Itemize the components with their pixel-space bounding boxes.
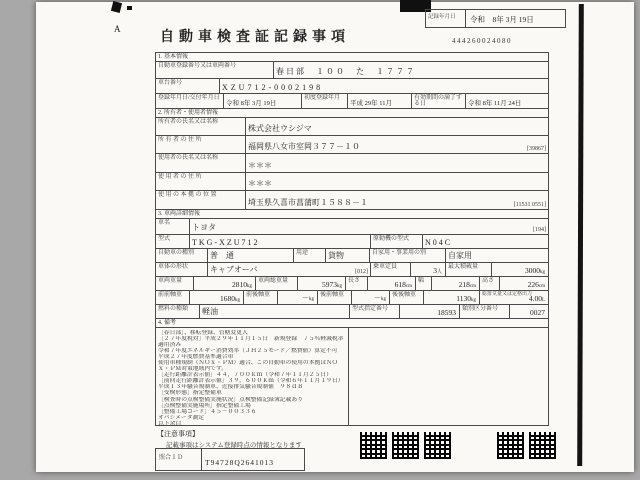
rear-front-axle-label: 後前軸重 bbox=[320, 292, 345, 298]
engine-model-label: 原動機の型式 bbox=[373, 236, 410, 242]
chassis-number-value: XZU712-0002198 bbox=[222, 83, 324, 92]
record-date-box bbox=[425, 9, 566, 28]
reference-id-label: 照合ＩＤ bbox=[156, 449, 202, 470]
first-registration-value: 平成 29年 11月 bbox=[350, 100, 393, 107]
qr-code bbox=[497, 432, 524, 459]
remarks-line: 平成２７年度燃費基準適合車 bbox=[158, 354, 234, 361]
car-name-code: [194] bbox=[533, 227, 546, 233]
base-location-row bbox=[156, 191, 548, 210]
vehicle-weight-label: 車両重量 bbox=[158, 278, 183, 284]
reference-id-box bbox=[155, 448, 305, 471]
base-location-code: [11531 0551] bbox=[513, 202, 546, 208]
vehicle-weight-value: 2810kg bbox=[232, 280, 252, 289]
height-label: 高さ bbox=[482, 278, 495, 284]
weights-dimensions-row bbox=[156, 277, 548, 291]
engine-model-value: N04C bbox=[425, 238, 453, 247]
record-date-label: 記録年月日 bbox=[426, 10, 466, 27]
base-location-value: 埼玉県久喜市菖蒲町１５８８－１ bbox=[248, 198, 368, 207]
user-name-row bbox=[156, 154, 548, 173]
front-rear-axle-label: 前後軸重 bbox=[246, 292, 271, 298]
model-value: TKG-XZU712 bbox=[192, 238, 260, 247]
registration-number-value: 春日部 １００ た １７７７ bbox=[276, 67, 416, 76]
owner-address-code: [39867] bbox=[527, 146, 546, 152]
qr-code bbox=[529, 432, 556, 459]
car-name-label: 車名 bbox=[158, 220, 171, 226]
owner-name-value: 株式会社ウシジマ bbox=[248, 124, 312, 133]
remarks-line: ［検査時の点検整備実施状況］点検整備記録簿記載あり bbox=[158, 396, 303, 403]
chassis-number-row bbox=[156, 79, 548, 94]
document-number: 444260024080 bbox=[452, 37, 512, 45]
scan-artifact-blob bbox=[127, 6, 132, 10]
document-title: 自動車検査証記録事項 bbox=[160, 30, 350, 45]
notice-body: 記載事項はシステム登録時点の情報となります bbox=[166, 442, 302, 449]
private-business-value: 自家用 bbox=[448, 251, 472, 260]
body-shape-label: 車体の形状 bbox=[158, 264, 189, 270]
registration-number-label: 自動車登録番号又は車両番号 bbox=[158, 63, 237, 69]
rear-rear-axle-value: 1130kg bbox=[456, 294, 476, 303]
remarks-box bbox=[156, 328, 548, 425]
remarks-line: ［点検整備実施場所］指定整備工場 bbox=[158, 402, 251, 409]
width-value: 218cm bbox=[458, 280, 476, 289]
fuel-type-label: 燃料の種類 bbox=[158, 306, 189, 312]
remarks-line: オパシメータ測定 bbox=[158, 414, 205, 421]
qr-code bbox=[360, 432, 387, 459]
axle-weights-row bbox=[156, 291, 548, 305]
body-shape-row bbox=[156, 263, 548, 277]
body-shape-code: [012] bbox=[355, 269, 368, 275]
dates-row bbox=[156, 94, 548, 109]
notice-title: 【注意事項】 bbox=[157, 430, 199, 438]
expiry-date-label: 有効期間の満了する日 bbox=[414, 95, 463, 108]
displacement-value: 4.00L bbox=[528, 294, 545, 303]
remarks-line: 適用済み bbox=[158, 342, 182, 349]
remarks-divider bbox=[348, 328, 349, 425]
model-label: 型式 bbox=[158, 236, 171, 242]
seating-capacity-value: 3人 bbox=[433, 266, 442, 275]
base-location-label: 使 用 の 本 拠 の 位 置 bbox=[158, 192, 217, 198]
remarks-line: ［前回走行距離計表示値］３９，６００ｋｍ（令和６年１１月１９日） bbox=[158, 378, 344, 385]
user-address-row bbox=[156, 173, 548, 191]
owner-address-row bbox=[156, 136, 548, 154]
owner-address-label: 所 有 者 の 住 所 bbox=[158, 137, 202, 143]
displacement-label: 総排気量又は定格出力 bbox=[482, 292, 533, 297]
remarks-line: ［春日部］、移転登録、管轄変更入 bbox=[158, 330, 248, 336]
remarks-lines bbox=[158, 330, 346, 427]
reference-id-value: T94728Q2641013 bbox=[205, 458, 274, 467]
section3-heading: 3. 車両詳細情報 bbox=[156, 210, 548, 219]
gross-weight-label: 車両総重量 bbox=[258, 278, 289, 284]
page-mark: A bbox=[114, 24, 121, 34]
registration-date-value: 令和 8年 3月 19日 bbox=[226, 100, 277, 107]
length-value: 618cm bbox=[394, 280, 412, 289]
registration-date-label: 登録年月日/交付年月日 bbox=[158, 95, 220, 101]
front-front-axle-label: 前前軸重 bbox=[158, 292, 183, 298]
expiry-date-value: 令和 8年 11月 24日 bbox=[468, 100, 522, 107]
remarks-line: 使用車種規制（ＮＯｘ・ＰＭ）適合、この自動車の使用の本拠はＮＯ bbox=[158, 360, 338, 367]
kind-use-row bbox=[156, 249, 548, 263]
private-business-label: 自家用・事業用の別 bbox=[372, 250, 427, 256]
rear-rear-axle-label: 後後軸重 bbox=[392, 292, 417, 298]
remarks-line: ［受検形態］指定整備車 bbox=[158, 390, 222, 397]
user-name-value: ＊＊＊ bbox=[248, 161, 272, 170]
remarks-line: ［２７年度税対］平成２９年１１月１５日 新規登録 ７５％軽減税率 bbox=[158, 336, 344, 343]
qr-code bbox=[424, 432, 451, 459]
seating-capacity-label: 乗車定員 bbox=[373, 264, 398, 270]
section4-heading: 4. 備考 bbox=[156, 319, 548, 328]
scan-artifact-blob bbox=[111, 1, 122, 13]
car-name-row bbox=[156, 219, 548, 235]
section1-heading: 1. 基本情報 bbox=[156, 53, 548, 62]
fuel-type-row bbox=[156, 305, 548, 319]
use-label: 用途 bbox=[296, 250, 309, 256]
owner-address-value: 福岡県八女市室岡３７７－１０ bbox=[248, 142, 360, 151]
max-payload-value: 3000kg bbox=[525, 266, 545, 275]
gross-weight-value: 5973kg bbox=[322, 280, 342, 289]
remarks-line: ｘ・ＰＭ対策地域内です。 bbox=[158, 366, 228, 373]
car-name-value: トヨタ bbox=[192, 223, 216, 232]
front-front-axle-value: 1680kg bbox=[220, 294, 240, 303]
use-value: 貨物 bbox=[328, 251, 344, 260]
first-registration-label: 初度登録年月 bbox=[304, 95, 341, 101]
vehicle-kind-value: 普 通 bbox=[210, 251, 234, 260]
remarks-line: 令和７年度エネルギー消費効率（ＪＨ２５モード／燃費値）算定不可 bbox=[158, 348, 338, 355]
remarks-line: 以下余白 bbox=[158, 420, 182, 427]
vehicle-kind-label: 自動車の種別 bbox=[158, 250, 195, 256]
front-rear-axle-value: －kg bbox=[301, 293, 314, 302]
user-name-label: 使用者の氏名又は名称 bbox=[158, 155, 219, 161]
user-address-label: 使 用 者 の 住 所 bbox=[158, 174, 202, 180]
owner-name-label: 所有者の氏名又は名称 bbox=[158, 119, 219, 125]
type-designation-label: 型式指定番号 bbox=[352, 306, 389, 312]
owner-name-row bbox=[156, 118, 548, 136]
remarks-line: ［走行距離計表示値］４４，７００ｋｍ（令和７年１１月２５日） bbox=[158, 372, 332, 379]
record-date-value: 令和 8年 3月 19日 bbox=[470, 15, 534, 24]
remarks-line: 平成１３年騒音規制車、近接排気騒音規制値 ９８ｄＢ bbox=[158, 384, 303, 391]
length-label: 長さ bbox=[348, 278, 361, 284]
fuel-type-value: 軽油 bbox=[202, 307, 218, 316]
width-label: 幅 bbox=[418, 278, 425, 284]
registration-number-row bbox=[156, 62, 548, 79]
rear-front-axle-value: －kg bbox=[373, 293, 386, 302]
section2-heading: 2. 所有者・使用者情報 bbox=[156, 109, 548, 118]
class-number-label: 類別区分番号 bbox=[462, 306, 499, 312]
chassis-number-label: 車台番号 bbox=[158, 80, 183, 86]
record-table bbox=[155, 52, 549, 426]
type-designation-value: 18593 bbox=[437, 308, 456, 317]
remarks-line: ［整備工場コード］４５－００３３６ bbox=[158, 408, 257, 415]
body-shape-value: キャブオーバ bbox=[210, 265, 258, 274]
model-row bbox=[156, 235, 548, 249]
max-payload-label: 最大積載量 bbox=[448, 264, 479, 270]
qr-code bbox=[392, 432, 419, 459]
user-address-value: ＊＊＊ bbox=[248, 179, 272, 188]
class-number-value: 0027 bbox=[530, 308, 545, 317]
height-value: 226cm bbox=[527, 280, 545, 289]
